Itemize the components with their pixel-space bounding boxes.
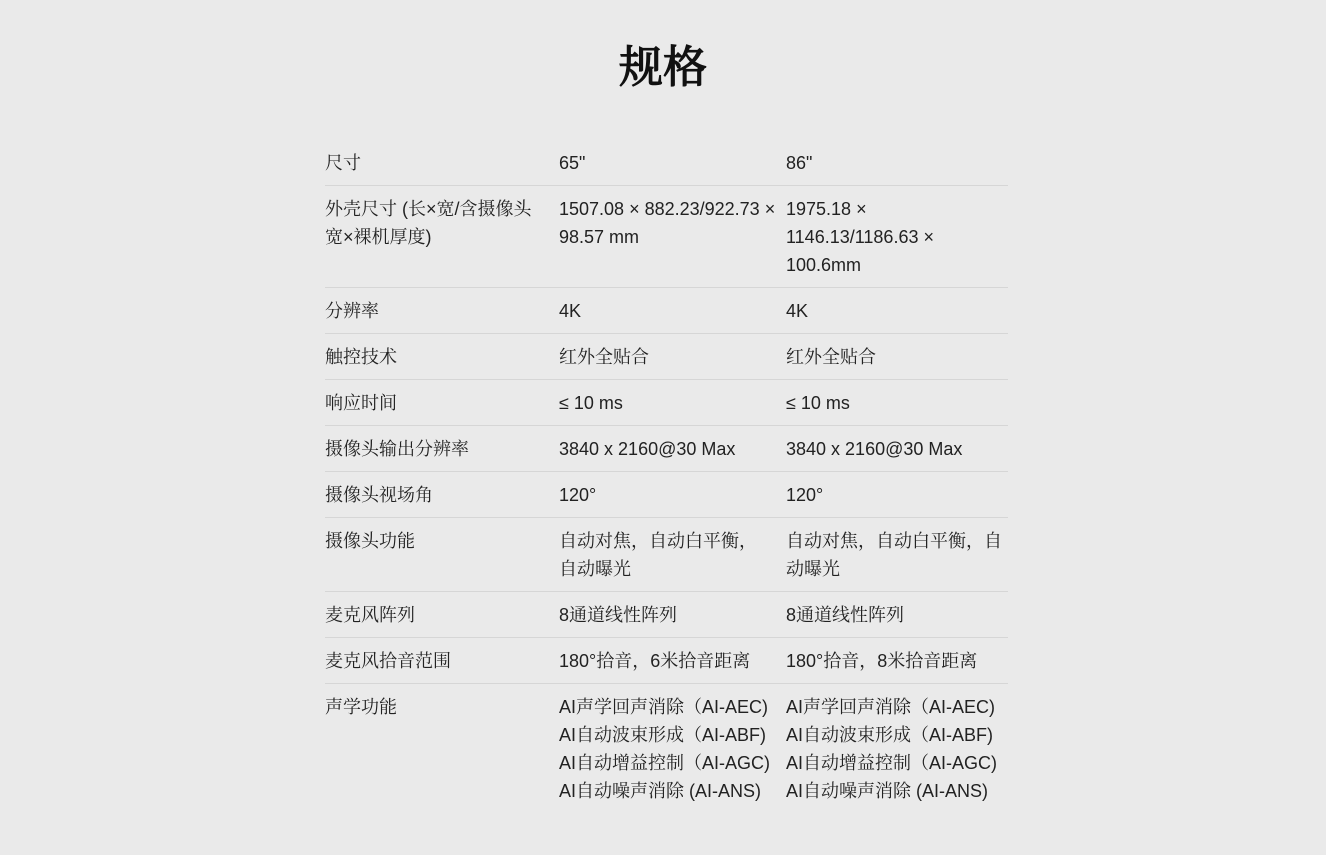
- spec-value-65: 8通道线性阵列: [559, 605, 678, 625]
- spec-value-86: 4K: [786, 301, 809, 321]
- page-title: 规格: [619, 43, 707, 92]
- spec-row-response-time: [325, 380, 1008, 426]
- spec-value-86: 自动对焦，自动白平衡，自动曝光: [786, 531, 1002, 579]
- spec-value-65: 自动对焦，自动白平衡， 自动曝光: [559, 531, 757, 579]
- spec-value-65: 红外全贴合: [559, 347, 649, 367]
- spec-value-86: 8通道线性阵列: [786, 605, 905, 625]
- spec-value-65: 1507.08 × 882.23/922.73 × 98.57 mm: [559, 199, 776, 247]
- spec-row-microphone-array: [325, 592, 1008, 638]
- spec-row-camera-output-resolution: [325, 426, 1008, 472]
- spec-label: 外壳尺寸 (长×宽/含摄像头宽×裸机厚度): [325, 199, 532, 247]
- spec-label: 麦克风阵列: [325, 605, 415, 625]
- spec-label: 摄像头功能: [325, 531, 415, 551]
- spec-label: 摄像头视场角: [325, 485, 433, 505]
- spec-row-pickup-range: [325, 638, 1008, 684]
- spec-value-86: 红外全贴合: [786, 347, 876, 367]
- spec-label: 麦克风拾音范围: [325, 651, 451, 671]
- spec-value-86: 120°: [786, 485, 824, 505]
- spec-value-86: ≤ 10 ms: [786, 393, 850, 413]
- spec-row-dimensions: [325, 186, 1008, 288]
- spec-value-86: 180°拾音，8米拾音距离: [786, 651, 978, 671]
- spec-label: 响应时间: [325, 393, 397, 413]
- spec-value-86: 86": [786, 153, 813, 173]
- spec-value-65: 65": [559, 153, 586, 173]
- spec-row-resolution: [325, 288, 1008, 334]
- spec-value-65: 180°拾音，6米拾音距离: [559, 651, 751, 671]
- spec-label: 尺寸: [325, 153, 361, 173]
- spec-value-65: AI声学回声消除（AI-AEC) AI自动波束形成（AI-ABF) AI自动增益控制（AI-AGC) AI自动噪声消除 (AI-ANS): [559, 697, 771, 801]
- spec-row-size: [325, 140, 1008, 186]
- spec-value-65: 120°: [559, 485, 597, 505]
- spec-table: [325, 140, 1008, 813]
- spec-label: 声学功能: [325, 697, 397, 717]
- spec-label: 触控技术: [325, 347, 397, 367]
- spec-row-touch-technology: [325, 334, 1008, 380]
- spec-label: 分辨率: [325, 301, 379, 321]
- spec-label: 摄像头输出分辨率: [325, 439, 469, 459]
- spec-value-86: AI声学回声消除（AI-AEC) AI自动波束形成（AI-ABF) AI自动增益控制（AI-AGC) AI自动噪声消除 (AI-ANS): [786, 697, 998, 801]
- spec-value-65: 4K: [559, 301, 582, 321]
- spec-value-86: 1975.18 × 1146.13/1186.63 × 100.6mm: [786, 199, 934, 275]
- spec-value-86: 3840 x 2160@30 Max: [786, 439, 963, 459]
- spec-row-acoustic-features: [325, 684, 1008, 813]
- spec-value-65: 3840 x 2160@30 Max: [559, 439, 736, 459]
- spec-value-65: ≤ 10 ms: [559, 393, 623, 413]
- spec-row-camera-features: [325, 518, 1008, 592]
- spec-row-camera-fov: [325, 472, 1008, 518]
